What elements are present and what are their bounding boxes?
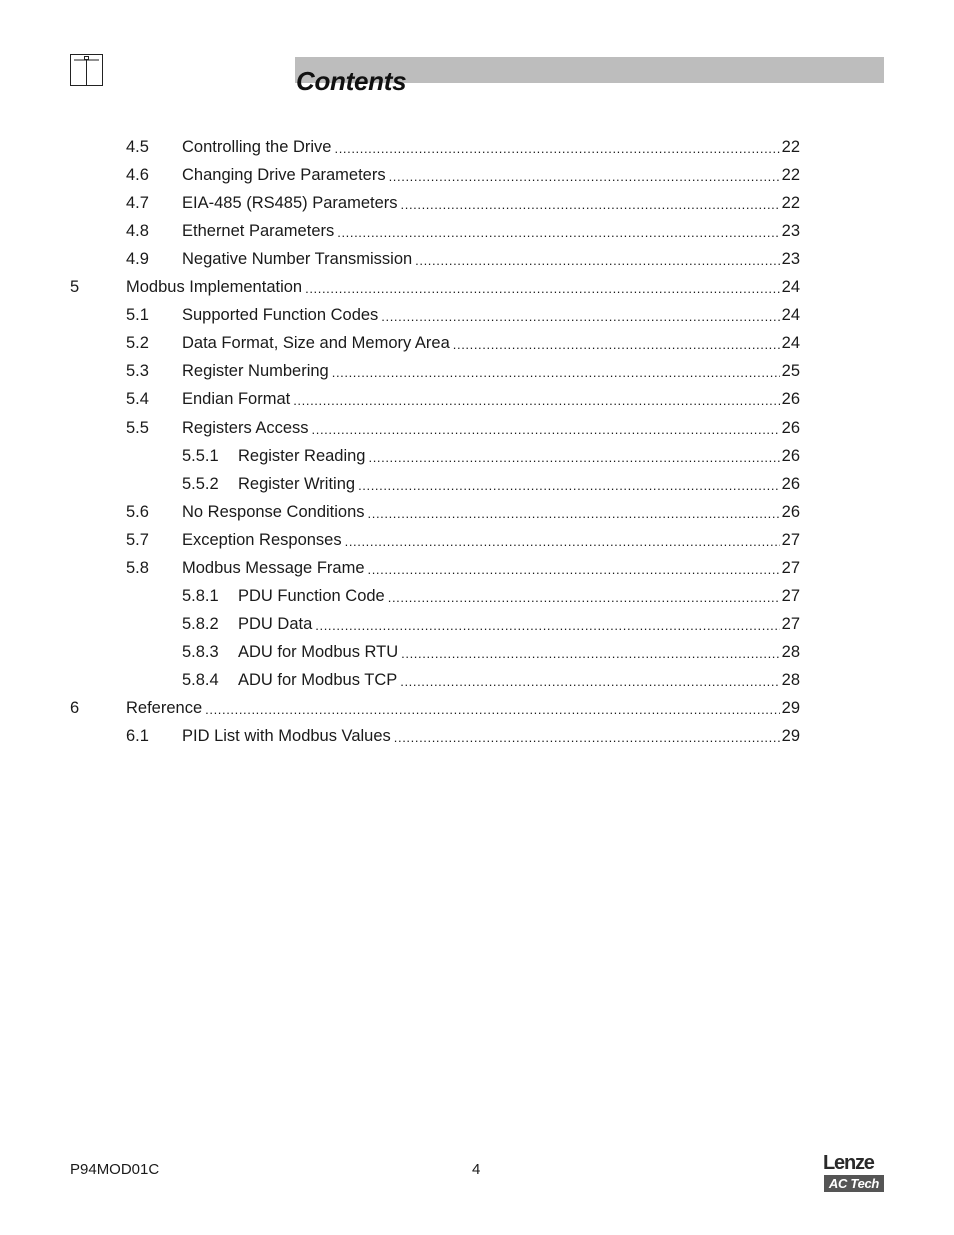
toc-entry-number: 5.8.2 xyxy=(182,614,219,633)
toc-entry-number: 4.7 xyxy=(126,194,149,213)
toc-entry-number: 5.4 xyxy=(126,390,149,409)
toc-entry[interactable] xyxy=(0,443,954,469)
lenze-logo xyxy=(823,1153,885,1193)
toc-entry-page: 28 xyxy=(781,670,800,689)
toc-entry-page: 22 xyxy=(781,138,800,156)
toc-entry-page: 24 xyxy=(781,306,800,325)
toc-entry[interactable] xyxy=(0,695,954,721)
toc-entry-title: Exception Responses xyxy=(182,530,342,549)
toc-entry[interactable] xyxy=(0,302,954,328)
toc-entry[interactable] xyxy=(0,611,954,637)
toc-entry-number: 5.5 xyxy=(126,418,149,437)
toc-entry-title: Changing Drive Parameters xyxy=(182,166,386,185)
toc-entry-page: 28 xyxy=(781,642,800,661)
toc-entry[interactable] xyxy=(0,499,954,525)
toc-entry[interactable] xyxy=(0,246,954,272)
toc-entry-title: Modbus Message Frame xyxy=(182,558,365,577)
toc-entry-page: 26 xyxy=(781,390,800,409)
toc-entry-page: 29 xyxy=(781,699,800,717)
toc-entry[interactable] xyxy=(0,386,954,412)
toc-entry-title: Reference xyxy=(126,699,203,717)
toc-entry-page: 27 xyxy=(781,614,800,633)
toc-entry-page: 22 xyxy=(781,194,800,213)
toc-entry[interactable] xyxy=(0,639,954,665)
toc-entry-title: Endian Format xyxy=(182,390,291,409)
toc-entry-title: Negative Number Transmission xyxy=(182,250,413,269)
toc-entry-page: 26 xyxy=(781,474,800,493)
toc-leader-dots xyxy=(400,673,779,691)
toc-entry[interactable] xyxy=(0,218,954,244)
toc-entry-title: Register Numbering xyxy=(182,362,329,381)
toc-entry-number: 5.1 xyxy=(126,306,149,325)
toc-entry-page: 24 xyxy=(781,334,800,353)
document-tab-icon xyxy=(70,54,103,86)
toc-entry[interactable] xyxy=(0,274,954,300)
toc-entry-number: 4.6 xyxy=(126,166,149,185)
toc-entry-number: 5.2 xyxy=(126,334,149,353)
toc-entry-title: ADU for Modbus RTU xyxy=(238,642,399,661)
toc-leader-dots xyxy=(305,280,780,298)
toc-entry[interactable] xyxy=(0,358,954,384)
toc-leader-dots xyxy=(368,505,780,523)
toc-entry-page: 23 xyxy=(781,222,800,241)
toc-entry-title: EIA-485 (RS485) Parameters xyxy=(182,194,398,213)
toc-leader-dots xyxy=(401,196,780,214)
toc-entry-title: PDU Function Code xyxy=(238,586,385,605)
toc-entry[interactable] xyxy=(0,330,954,356)
toc-entry-page: 24 xyxy=(781,278,800,297)
toc-entry-page: 29 xyxy=(781,727,800,746)
toc-entry-title: Register Reading xyxy=(238,446,366,465)
toc-entry-number: 4.9 xyxy=(126,250,149,269)
toc-entry-page: 27 xyxy=(781,530,800,549)
toc-entry-title: Supported Function Codes xyxy=(182,306,379,325)
toc-entry[interactable] xyxy=(0,723,954,749)
toc-entry[interactable] xyxy=(0,667,954,693)
toc-entry-title: Register Writing xyxy=(238,474,356,493)
toc-entry-number: 6.1 xyxy=(126,727,149,746)
toc-entry-title: ADU for Modbus TCP xyxy=(238,670,398,689)
toc-entry-page: 26 xyxy=(781,418,800,437)
logo-subtitle: AC Tech xyxy=(824,1175,884,1192)
toc-entry-number: 5.8.3 xyxy=(182,642,219,661)
toc-entry-number: 5.6 xyxy=(126,502,149,521)
toc-entry[interactable] xyxy=(0,162,954,188)
toc-entry-title: No Response Conditions xyxy=(182,502,365,521)
toc-leader-dots xyxy=(345,533,780,551)
toc-leader-dots xyxy=(337,224,779,242)
toc-leader-dots xyxy=(369,449,780,467)
toc-entry-title: Controlling the Drive xyxy=(182,138,332,156)
toc-entry-number: 5.3 xyxy=(126,362,149,381)
toc-entry-page: 23 xyxy=(781,250,800,269)
page-number: 4 xyxy=(472,1161,481,1178)
toc-leader-dots xyxy=(332,364,780,382)
toc-leader-dots xyxy=(315,617,779,635)
logo-name: Lenze xyxy=(823,1152,874,1174)
toc-entry[interactable] xyxy=(0,134,954,160)
toc-entry-title: PID List with Modbus Values xyxy=(182,727,391,746)
toc-entry-number: 5.7 xyxy=(126,530,149,549)
toc-entry-number: 5.8 xyxy=(126,558,149,577)
toc-entry[interactable] xyxy=(0,415,954,441)
toc-entry-page: 26 xyxy=(781,446,800,465)
toc-entry-title: Data Format, Size and Memory Area xyxy=(182,334,450,353)
document-code: P94MOD01C xyxy=(70,1161,160,1178)
toc-entry-number: 6 xyxy=(70,699,80,717)
toc-entry-number: 5.8.1 xyxy=(182,586,219,605)
page-title: Contents xyxy=(296,66,407,96)
toc-entry-number: 4.5 xyxy=(126,138,149,156)
toc-leader-dots xyxy=(381,308,779,326)
toc-entry-number: 5.5.2 xyxy=(182,474,219,493)
toc-entry[interactable] xyxy=(0,527,954,553)
toc-leader-dots xyxy=(334,140,779,158)
toc-entry-page: 26 xyxy=(781,502,800,521)
toc-leader-dots xyxy=(205,701,780,719)
toc-entry-number: 5 xyxy=(70,278,80,297)
toc-leader-dots xyxy=(401,645,779,663)
toc-entry-number: 5.8.4 xyxy=(182,670,219,689)
toc-leader-dots xyxy=(415,252,779,270)
toc-entry[interactable] xyxy=(0,190,954,216)
toc-entry-title: Modbus Implementation xyxy=(126,278,303,297)
toc-entry-page: 27 xyxy=(781,586,800,605)
toc-entry-number: 4.8 xyxy=(126,222,149,241)
toc-entry-number: 5.5.1 xyxy=(182,446,219,465)
toc-leader-dots xyxy=(368,561,780,579)
toc-entry-title: Registers Access xyxy=(182,418,309,437)
toc-entry-title: Ethernet Parameters xyxy=(182,222,335,241)
toc-leader-dots xyxy=(394,729,780,747)
toc-leader-dots xyxy=(389,168,780,186)
toc-leader-dots xyxy=(453,336,780,354)
toc-leader-dots xyxy=(293,392,779,410)
toc-entry[interactable] xyxy=(0,555,954,581)
toc-entry[interactable] xyxy=(0,583,954,609)
toc-leader-dots xyxy=(312,421,780,439)
toc-entry-page: 25 xyxy=(781,362,800,381)
toc-entry[interactable] xyxy=(0,471,954,497)
toc-entry-title: PDU Data xyxy=(238,614,313,633)
toc-entry-page: 22 xyxy=(781,166,800,185)
toc-entry-page: 27 xyxy=(781,558,800,577)
toc-leader-dots xyxy=(388,589,780,607)
toc-leader-dots xyxy=(358,477,780,495)
